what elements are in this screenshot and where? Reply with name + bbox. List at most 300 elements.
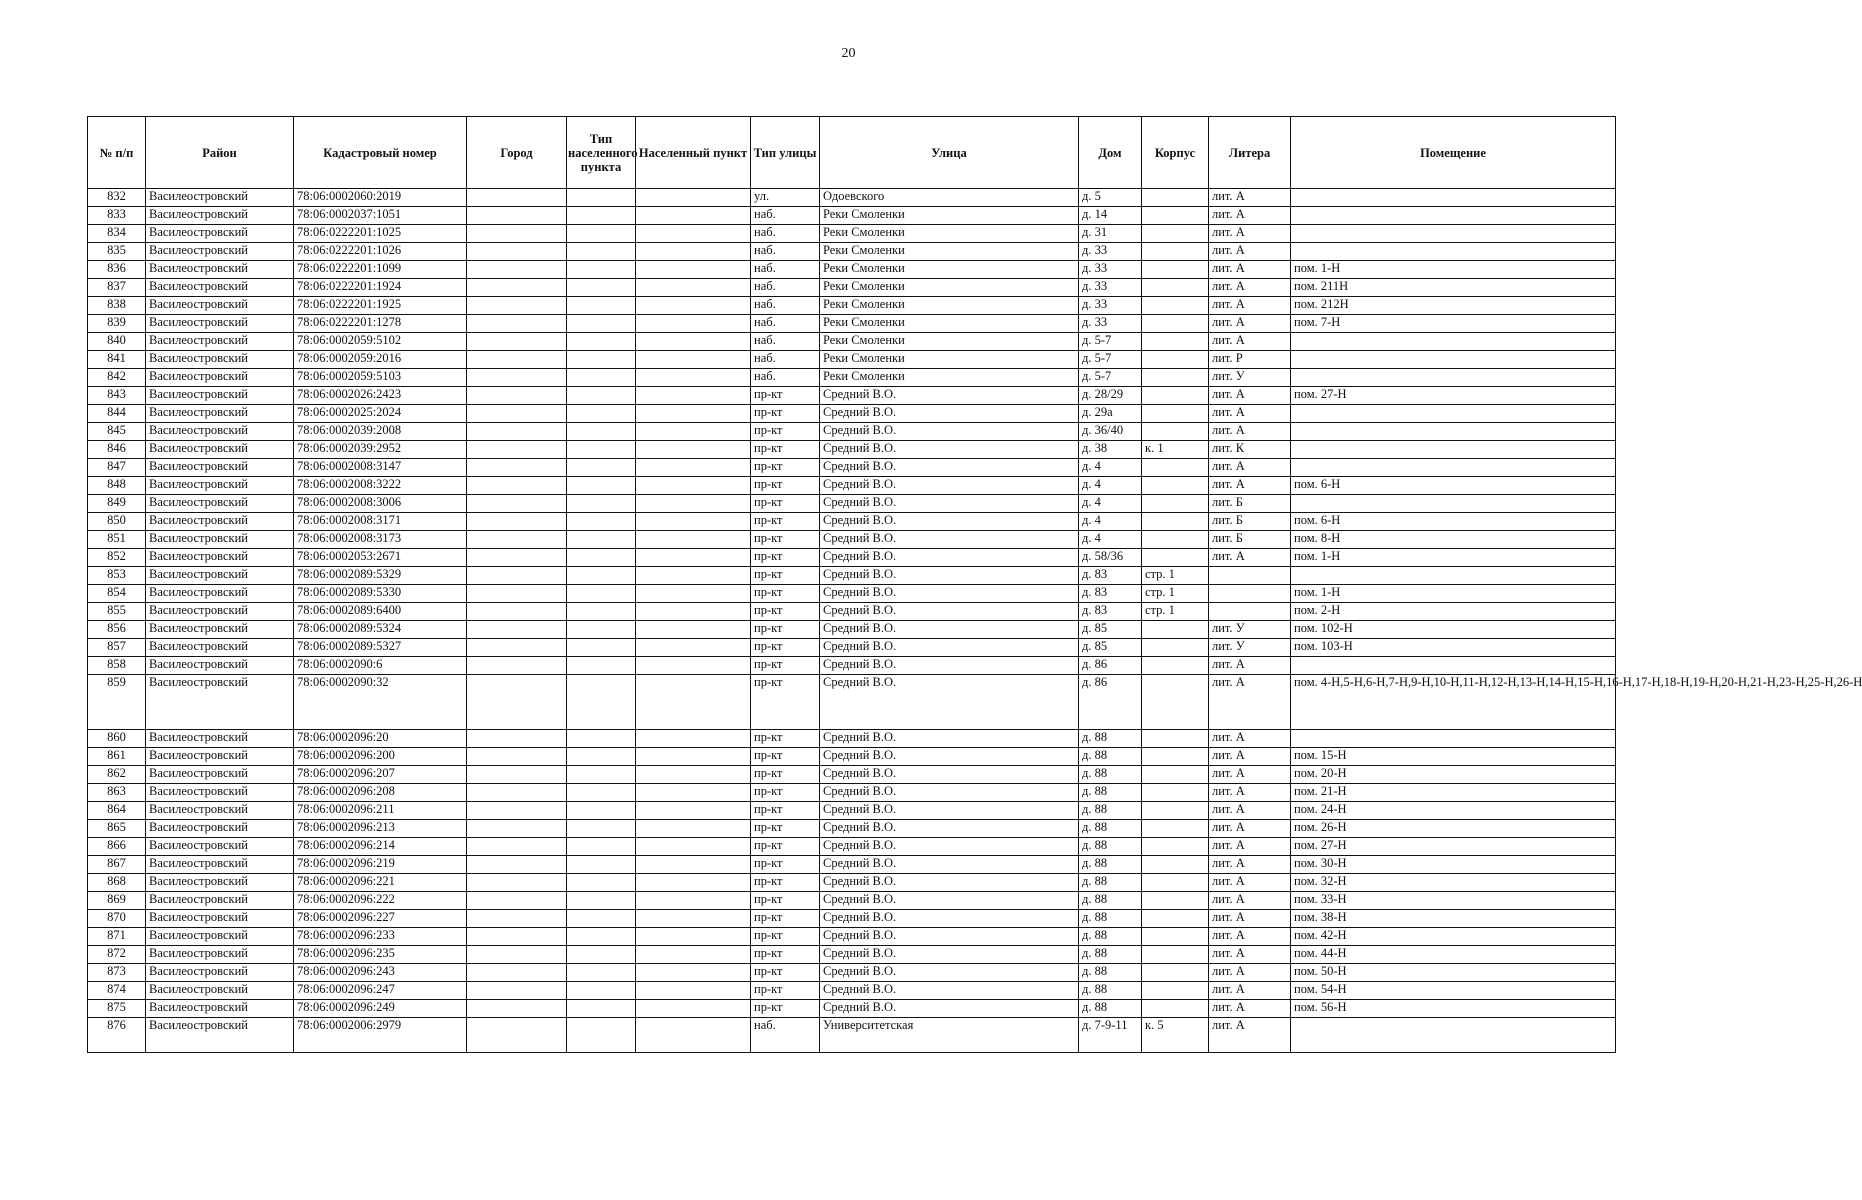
table-row [88,1018,1616,1053]
table-cell: лит. У [1209,639,1291,657]
table-cell: пр-кт [751,946,820,964]
table-cell: д. 86 [1079,675,1142,730]
table-cell [567,405,636,423]
table-cell [636,531,751,549]
table-cell: 860 [88,730,146,748]
header-cell: Корпус [1142,117,1209,189]
table-cell [467,784,567,802]
table-cell: д. 5 [1079,189,1142,207]
table-cell [636,675,751,730]
table-cell [467,549,567,567]
table-cell [1291,441,1616,459]
table-cell: лит. А [1209,820,1291,838]
table-row [88,531,1616,549]
table-cell [567,784,636,802]
table-cell: 834 [88,225,146,243]
table-cell: Средний В.О. [820,892,1079,910]
table-cell: д. 88 [1079,982,1142,1000]
table-cell [567,675,636,730]
table-row [88,477,1616,495]
table-cell: д. 28/29 [1079,387,1142,405]
table-cell: пом. 7-Н [1291,315,1616,333]
table-cell: пр-кт [751,423,820,441]
table-cell [567,243,636,261]
table-cell: 865 [88,820,146,838]
table-cell: лит. А [1209,261,1291,279]
page-number: 20 [841,46,856,61]
table-cell [567,982,636,1000]
table-cell: д. 83 [1079,567,1142,585]
table-cell: д. 4 [1079,495,1142,513]
table-cell [567,639,636,657]
table-row [88,459,1616,477]
table-cell [567,657,636,675]
table-row [88,964,1616,982]
table-cell [1291,730,1616,748]
table-cell: Средний В.О. [820,802,1079,820]
table-cell: 78:06:0002026:2423 [294,387,467,405]
table-cell: лит. А [1209,675,1291,730]
table-cell [467,766,567,784]
table-cell: пр-кт [751,892,820,910]
table-cell [636,225,751,243]
table-cell: лит. Б [1209,495,1291,513]
table-row [88,766,1616,784]
table-cell [567,1018,636,1053]
header-cell: Тип улицы [751,117,820,189]
table-cell [1142,423,1209,441]
table-cell: лит. Б [1209,531,1291,549]
table-cell [1291,207,1616,225]
table-cell: Средний В.О. [820,910,1079,928]
table-cell [467,621,567,639]
table-cell: д. 88 [1079,1000,1142,1018]
table-cell [467,910,567,928]
table-cell: д. 33 [1079,315,1142,333]
table-cell: Василеостровский [146,531,294,549]
table-cell: 78:06:0222201:1278 [294,315,467,333]
table-cell [567,297,636,315]
table-cell: Реки Смоленки [820,297,1079,315]
table-cell: д. 88 [1079,928,1142,946]
table-cell [567,315,636,333]
table-row [88,441,1616,459]
table-cell [1291,351,1616,369]
table-cell: лит. А [1209,892,1291,910]
table-cell: Василеостровский [146,1000,294,1018]
header-cell: Дом [1079,117,1142,189]
table-cell: Реки Смоленки [820,369,1079,387]
table-cell [467,928,567,946]
table-cell: Средний В.О. [820,784,1079,802]
table-cell [636,351,751,369]
table-cell: 833 [88,207,146,225]
table-cell [567,423,636,441]
table-row [88,675,1616,730]
table-cell [1142,513,1209,531]
table-cell [1142,261,1209,279]
table-cell [1291,369,1616,387]
table-cell [567,549,636,567]
table-cell [636,874,751,892]
table-cell: Василеостровский [146,657,294,675]
table-cell [467,351,567,369]
table-cell: наб. [751,207,820,225]
table-cell: пом. 4-Н,5-Н,6-Н,7-Н,9-Н,10-Н,11-Н,12-Н,13-Н,14-Н,15-Н,16-Н,17-Н,18-Н,19-Н,20-Н,21-Н,23-Н,25-Н,26-Н [1291,675,1616,730]
table-cell: 841 [88,351,146,369]
table-cell: 78:06:0222201:1025 [294,225,467,243]
table-row [88,261,1616,279]
table-cell [567,513,636,531]
table-cell [467,982,567,1000]
table-cell [636,279,751,297]
table-cell [467,567,567,585]
table-cell [636,477,751,495]
header-cell: Город [467,117,567,189]
table-cell: 78:06:0002090:6 [294,657,467,675]
table-cell: наб. [751,315,820,333]
table-cell: Василеостровский [146,964,294,982]
table-cell [1142,892,1209,910]
table-cell: пр-кт [751,730,820,748]
table-cell: д. 36/40 [1079,423,1142,441]
table-cell: 863 [88,784,146,802]
table-cell [1291,657,1616,675]
table-cell [567,946,636,964]
table-cell: Реки Смоленки [820,261,1079,279]
table-cell [636,315,751,333]
table-cell [636,261,751,279]
table-cell [467,387,567,405]
table-cell: лит. А [1209,910,1291,928]
table-cell: 78:06:0002059:5102 [294,333,467,351]
table-cell: 78:06:0002096:243 [294,964,467,982]
table-cell: пр-кт [751,784,820,802]
table-cell: Средний В.О. [820,549,1079,567]
table-cell: д. 7-9-11 [1079,1018,1142,1053]
table-cell: пом. 212Н [1291,297,1616,315]
table-row [88,549,1616,567]
table-cell: Василеостровский [146,333,294,351]
table-cell [1291,567,1616,585]
table-cell: лит. А [1209,982,1291,1000]
table-cell: пом. 21-Н [1291,784,1616,802]
table-cell: пом. 42-Н [1291,928,1616,946]
table-cell: 78:06:0002089:5330 [294,585,467,603]
table-row [88,838,1616,856]
table-cell: пом. 1-Н [1291,261,1616,279]
table-cell: лит. А [1209,1000,1291,1018]
table-cell: Василеостровский [146,838,294,856]
table-cell [1291,1018,1616,1053]
table-cell: 78:06:0002089:6400 [294,603,467,621]
table-cell: наб. [751,261,820,279]
table-cell: 873 [88,964,146,982]
table-cell: д. 5-7 [1079,351,1142,369]
table-cell [636,423,751,441]
table-cell: Василеостровский [146,225,294,243]
table-cell: Средний В.О. [820,874,1079,892]
table-cell [1142,766,1209,784]
table-cell: 874 [88,982,146,1000]
table-cell: пом. 6-Н [1291,477,1616,495]
table-row [88,279,1616,297]
table-cell [467,423,567,441]
table-cell: пр-кт [751,838,820,856]
table-cell: Василеостровский [146,423,294,441]
table-cell: лит. А [1209,207,1291,225]
table-cell [467,369,567,387]
table-cell: лит. А [1209,766,1291,784]
table-cell: пом. 44-Н [1291,946,1616,964]
table-cell: пом. 56-Н [1291,1000,1616,1018]
table-cell [567,279,636,297]
table-cell [1142,657,1209,675]
header-cell: Улица [820,117,1079,189]
table-cell [1142,730,1209,748]
table-cell: Реки Смоленки [820,333,1079,351]
table-cell: Василеостровский [146,946,294,964]
table-cell: 852 [88,549,146,567]
table-cell [1142,1000,1209,1018]
table-cell: 78:06:0002096:207 [294,766,467,784]
table-cell: Василеостровский [146,639,294,657]
table-cell: 861 [88,748,146,766]
table-cell: Василеостровский [146,910,294,928]
table-cell: лит. А [1209,189,1291,207]
table-cell [567,820,636,838]
table-cell: лит. А [1209,856,1291,874]
table-cell [567,621,636,639]
table-cell: пр-кт [751,675,820,730]
table-cell: д. 33 [1079,261,1142,279]
table-cell: лит. А [1209,459,1291,477]
table-cell: лит. У [1209,621,1291,639]
table-cell: Средний В.О. [820,1000,1079,1018]
table-cell: пом. 26-Н [1291,820,1616,838]
table-cell: д. 88 [1079,838,1142,856]
table-cell: лит. А [1209,946,1291,964]
table-cell: Василеостровский [146,874,294,892]
table-cell: пом. 32-Н [1291,874,1616,892]
table-cell [1142,946,1209,964]
table-cell: д. 33 [1079,243,1142,261]
table-cell [467,820,567,838]
table-cell [636,784,751,802]
table-cell [636,910,751,928]
table-cell: 78:06:0002096:213 [294,820,467,838]
table-cell [636,838,751,856]
table-cell: 843 [88,387,146,405]
table-cell [636,243,751,261]
table-cell [1291,495,1616,513]
table-row [88,495,1616,513]
table-cell: Средний В.О. [820,477,1079,495]
table-cell [1142,477,1209,495]
table-cell: лит. А [1209,279,1291,297]
table-cell: 78:06:0002008:3006 [294,495,467,513]
table-cell [636,982,751,1000]
table-cell: лит. Б [1209,513,1291,531]
table-row [88,387,1616,405]
table-cell: Василеостровский [146,495,294,513]
header-cell: Тип населенного пункта [567,117,636,189]
table-cell [1209,567,1291,585]
table-cell [1209,603,1291,621]
table-cell: 840 [88,333,146,351]
table-cell: 78:06:0002096:219 [294,856,467,874]
table-cell: д. 5-7 [1079,369,1142,387]
table-cell [467,225,567,243]
table-cell [467,639,567,657]
table-cell: д. 86 [1079,657,1142,675]
table-cell [1142,675,1209,730]
table-cell [567,495,636,513]
table-row [88,369,1616,387]
table-cell [467,189,567,207]
table-cell [467,477,567,495]
table-cell: 78:06:0002096:208 [294,784,467,802]
table-cell: 78:06:0002089:5329 [294,567,467,585]
table-cell: лит. Р [1209,351,1291,369]
table-cell [636,964,751,982]
table-cell: 78:06:0002090:32 [294,675,467,730]
table-cell [636,585,751,603]
table-cell [567,387,636,405]
table-cell: 78:06:0002006:2979 [294,1018,467,1053]
table-cell [636,387,751,405]
table-cell: Василеостровский [146,207,294,225]
table-cell [636,802,751,820]
table-cell: пр-кт [751,910,820,928]
table-cell: 78:06:0002096:221 [294,874,467,892]
table-cell [1142,297,1209,315]
table-cell: 839 [88,315,146,333]
table-row [88,982,1616,1000]
table-cell [1142,802,1209,820]
table-cell: к. 1 [1142,441,1209,459]
table-cell [467,1018,567,1053]
table-cell [636,657,751,675]
table-row [88,513,1616,531]
table-cell: Василеостровский [146,315,294,333]
table-cell [636,603,751,621]
table-cell: 849 [88,495,146,513]
table-cell [567,567,636,585]
table-cell: Василеостровский [146,730,294,748]
table-cell: пом. 8-Н [1291,531,1616,549]
table-cell [1291,225,1616,243]
table-cell [636,495,751,513]
table-cell: Василеостровский [146,189,294,207]
table-cell: Средний В.О. [820,675,1079,730]
table-cell: д. 88 [1079,820,1142,838]
table-cell: наб. [751,279,820,297]
table-cell: 78:06:0002096:211 [294,802,467,820]
table-cell: д. 88 [1079,892,1142,910]
table-cell: Средний В.О. [820,531,1079,549]
table-cell: д. 33 [1079,279,1142,297]
table-cell [636,928,751,946]
table-cell: д. 88 [1079,784,1142,802]
table-cell: Средний В.О. [820,567,1079,585]
table-cell: Василеостровский [146,441,294,459]
table-cell [567,333,636,351]
table-cell [467,892,567,910]
table-cell [467,603,567,621]
table-cell [467,585,567,603]
table-cell [636,459,751,477]
table-cell [567,531,636,549]
table-cell: лит. А [1209,964,1291,982]
table-body [88,189,1862,1053]
table-cell: лит. А [1209,387,1291,405]
table-cell [467,856,567,874]
table-cell: Василеостровский [146,766,294,784]
table-cell [567,225,636,243]
table-cell: 855 [88,603,146,621]
table-cell: лит. А [1209,1018,1291,1053]
table-cell: 78:06:0002039:2952 [294,441,467,459]
table-cell: 78:06:0222201:1924 [294,279,467,297]
table-cell: Василеостровский [146,621,294,639]
table-cell: 78:06:0002008:3171 [294,513,467,531]
table-cell: Средний В.О. [820,441,1079,459]
table-cell: Реки Смоленки [820,351,1079,369]
table-cell: 869 [88,892,146,910]
table-cell: Василеостровский [146,928,294,946]
table-cell: 78:06:0002096:247 [294,982,467,1000]
table-cell: 78:06:0002096:222 [294,892,467,910]
table-row [88,225,1616,243]
table-cell [1142,189,1209,207]
table-cell: 78:06:0002059:2016 [294,351,467,369]
table-cell [636,405,751,423]
table-row [88,748,1616,766]
table-cell [1142,549,1209,567]
table-cell: Средний В.О. [820,820,1079,838]
table-cell: д. 88 [1079,802,1142,820]
table-row [88,351,1616,369]
table-cell [467,675,567,730]
table-row [88,423,1616,441]
table-cell: Реки Смоленки [820,315,1079,333]
table-cell: пом. 24-Н [1291,802,1616,820]
table-cell [467,513,567,531]
table-cell [567,351,636,369]
table-cell: Василеостровский [146,567,294,585]
table-cell [636,1018,751,1053]
table-cell [467,297,567,315]
table-cell: лит. А [1209,784,1291,802]
table-cell: д. 83 [1079,585,1142,603]
table-cell: лит. А [1209,748,1291,766]
table-cell: д. 5-7 [1079,333,1142,351]
header-cell: Населенный пункт [636,117,751,189]
table-cell [636,856,751,874]
table-cell [636,1000,751,1018]
table-cell [1142,459,1209,477]
table-cell [567,802,636,820]
table-cell [467,315,567,333]
table-row [88,315,1616,333]
table-cell: 78:06:0002096:200 [294,748,467,766]
table-cell: Василеостровский [146,549,294,567]
table-cell [1142,748,1209,766]
table-cell: лит. А [1209,297,1291,315]
table-cell [1291,189,1616,207]
table-cell: д. 4 [1079,459,1142,477]
